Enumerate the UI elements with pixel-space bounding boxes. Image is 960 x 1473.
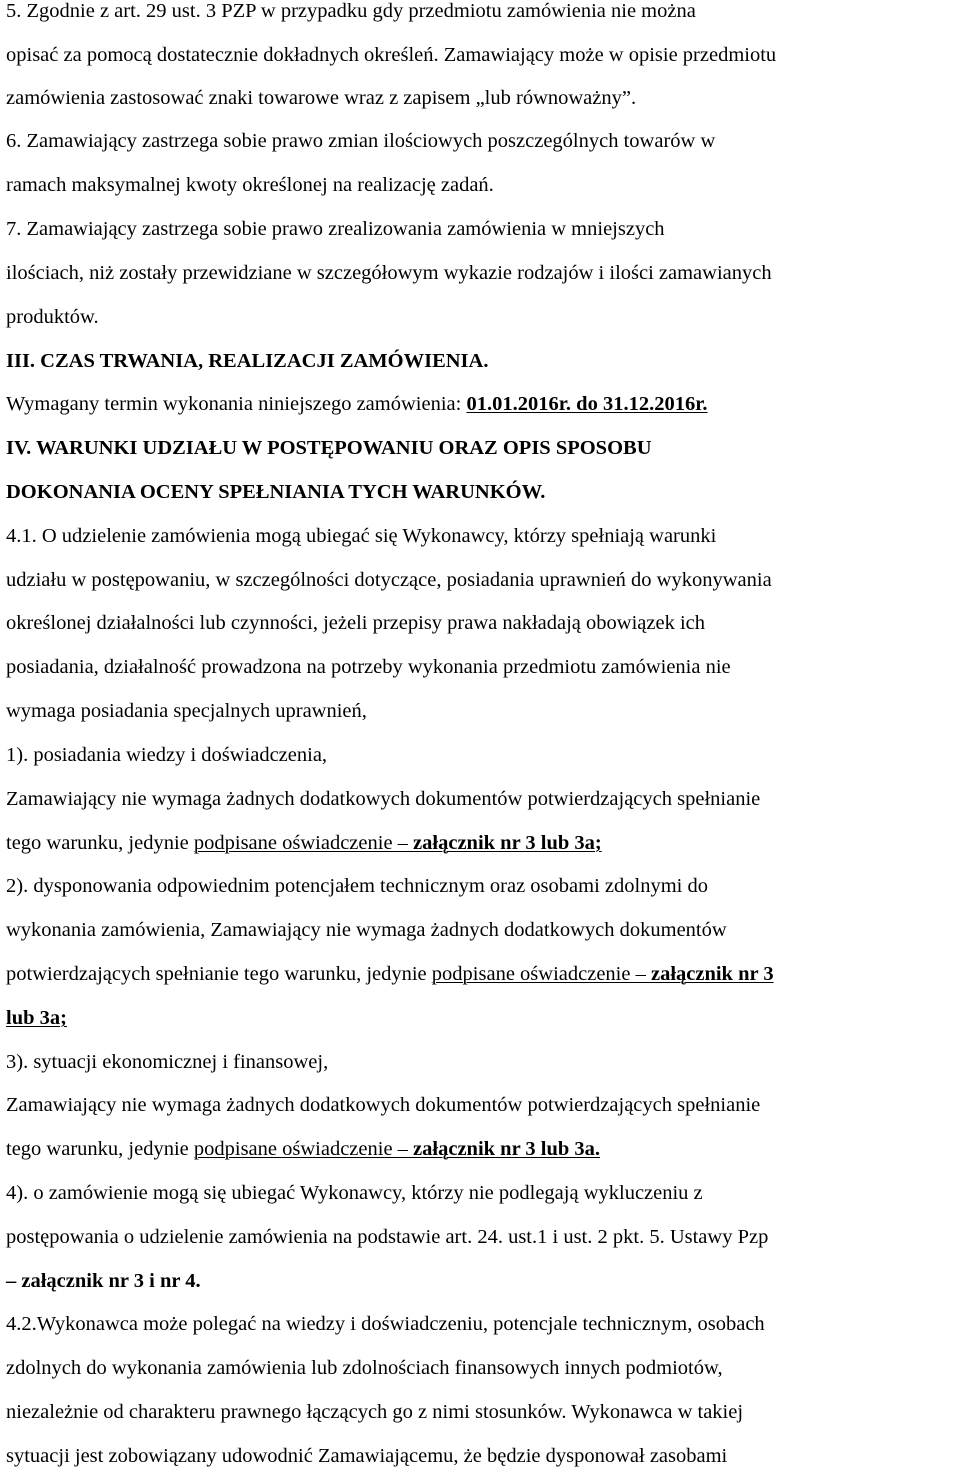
text-run: niezależnie od charakteru prawnego łączących go z nimi stosunków. Wykonawca w takiej: [6, 1401, 744, 1423]
text-line: [6, 1446, 727, 1467]
text-line: [6, 438, 652, 459]
text-run: Zamawiający nie wymaga żadnych dodatkowych dokumentów potwierdzających spełnianie: [6, 1094, 761, 1116]
text-line: [6, 876, 708, 897]
text-line: [6, 482, 545, 503]
text-line: [6, 1, 696, 22]
text-line: [6, 570, 772, 591]
text-run: udziału w postępowaniu, w szczególności dotyczące, posiadania uprawnień do wykonywania: [6, 569, 772, 591]
text-run: – załącznik nr 3 i nr 4.: [6, 1270, 201, 1292]
text-run: DOKONANIA OCENY SPEŁNIANIA TYCH WARUNKÓW.: [6, 481, 546, 503]
text-run: tego warunku, jedynie: [6, 832, 194, 854]
text-line: [6, 1358, 723, 1379]
text-run: 1). posiadania wiedzy i doświadczenia,: [6, 744, 328, 766]
text-run: Wymagany termin wykonania niniejszego zamówienia:: [6, 393, 467, 415]
text-run: lub 3a;: [6, 1007, 67, 1029]
text-run: zdolnych do wykonania zamówienia lub zdolnościach finansowych innych podmiotów,: [6, 1357, 723, 1379]
text-line: [6, 701, 367, 722]
text-run: IV. WARUNKI UDZIAŁU W POSTĘPOWANIU ORAZ OPIS SPOSOBU: [6, 437, 652, 459]
text-run: 4.1. O udzielenie zamówienia mogą ubiegać się Wykonawcy, którzy spełniają warunki: [6, 525, 717, 547]
text-line: [6, 920, 727, 941]
text-line: [6, 131, 715, 152]
text-run: wymaga posiadania specjalnych uprawnień,: [6, 700, 367, 722]
text-run: 5. Zgodnie z art. 29 ust. 3 PZP w przypadku gdy przedmiotu zamówienia nie można: [6, 0, 696, 22]
text-run: 4). o zamówienie mogą się ubiegać Wykonawcy, którzy nie podlegają wykluczeniu z: [6, 1182, 703, 1204]
text-run: podpisane oświadczenie –: [431, 963, 651, 985]
text-line: [6, 351, 488, 372]
text-line: [6, 175, 494, 196]
text-run: 3). sytuacji ekonomicznej i finansowej,: [6, 1051, 329, 1073]
text-run: 4.2.Wykonawca może polegać na wiedzy i doświadczeniu, potencjale technicznym, osobach: [6, 1313, 765, 1335]
text-line: [6, 219, 665, 240]
text-line: [6, 1183, 703, 1204]
text-line: [6, 1139, 600, 1160]
text-line: [6, 745, 327, 766]
text-run: tego warunku, jedynie: [6, 1138, 194, 1160]
text-run: 2). dysponowania odpowiednim potencjałem technicznym oraz osobami zdolnymi do: [6, 875, 708, 897]
text-line: [6, 789, 760, 810]
text-line: [6, 263, 772, 284]
text-run: 01.01.2016r. do 31.12.2016r.: [466, 393, 708, 415]
text-line: [6, 1314, 765, 1335]
text-run: 7. Zamawiający zastrzega sobie prawo zrealizowania zamówienia w mniejszych: [6, 218, 665, 240]
text-run: załącznik nr 3 lub 3a.: [413, 1138, 601, 1160]
text-line: [6, 1271, 201, 1292]
text-line: [6, 1402, 743, 1423]
text-run: Zamawiający nie wymaga żadnych dodatkowych dokumentów potwierdzających spełnianie: [6, 788, 761, 810]
text-run: postępowania o udzielenie zamówienia na podstawie art. 24. ust.1 i ust. 2 pkt. 5. Ustawy Pzp: [6, 1226, 769, 1248]
text-line: [6, 88, 636, 109]
text-run: określonej działalności lub czynności, jeżeli przepisy prawa nakładają obowiązek ich: [6, 612, 706, 634]
text-line: [6, 1008, 67, 1029]
text-run: podpisane oświadczenie –: [193, 832, 414, 854]
text-line: [6, 1227, 768, 1248]
text-line: [6, 1052, 328, 1073]
text-run: sytuacji jest zobowiązany udowodnić Zamawiającemu, że będzie dysponował zasobami: [6, 1445, 728, 1467]
text-line: [6, 526, 716, 547]
text-line: [6, 613, 705, 634]
text-run: załącznik nr 3: [650, 963, 774, 985]
text-run: produktów.: [6, 306, 99, 328]
text-run: załącznik nr 3 lub 3a;: [413, 832, 602, 854]
text-line: [6, 964, 774, 985]
text-run: opisać za pomocą dostatecznie dokładnych określeń. Zamawiający może w opisie przedmiotu: [6, 44, 777, 66]
text-run: posiadania, działalność prowadzona na potrzeby wykonania przedmiotu zamówienia nie: [6, 656, 731, 678]
text-run: podpisane oświadczenie –: [193, 1138, 414, 1160]
text-run: III. CZAS TRWANIA, REALIZACJI ZAMÓWIENIA.: [6, 350, 489, 372]
text-run: potwierdzających spełnianie tego warunku, jedynie: [6, 963, 432, 985]
text-line: [6, 394, 708, 415]
text-line: [6, 657, 731, 678]
text-line: [6, 833, 602, 854]
text-run: 6. Zamawiający zastrzega sobie prawo zmian ilościowych poszczególnych towarów w: [6, 130, 716, 152]
text-run: wykonania zamówienia, Zamawiający nie wymaga żadnych dodatkowych dokumentów: [6, 919, 727, 941]
text-run: ramach maksymalnej kwoty określonej na realizację zadań.: [6, 174, 494, 196]
text-line: [6, 307, 99, 328]
text-run: zamówienia zastosować znaki towarowe wraz z zapisem „lub równoważny”.: [6, 87, 637, 109]
text-run: ilościach, niż zostały przewidziane w szczegółowym wykazie rodzajów i ilości zamawianych: [6, 262, 772, 284]
text-line: [6, 1095, 760, 1116]
text-line: [6, 45, 776, 66]
